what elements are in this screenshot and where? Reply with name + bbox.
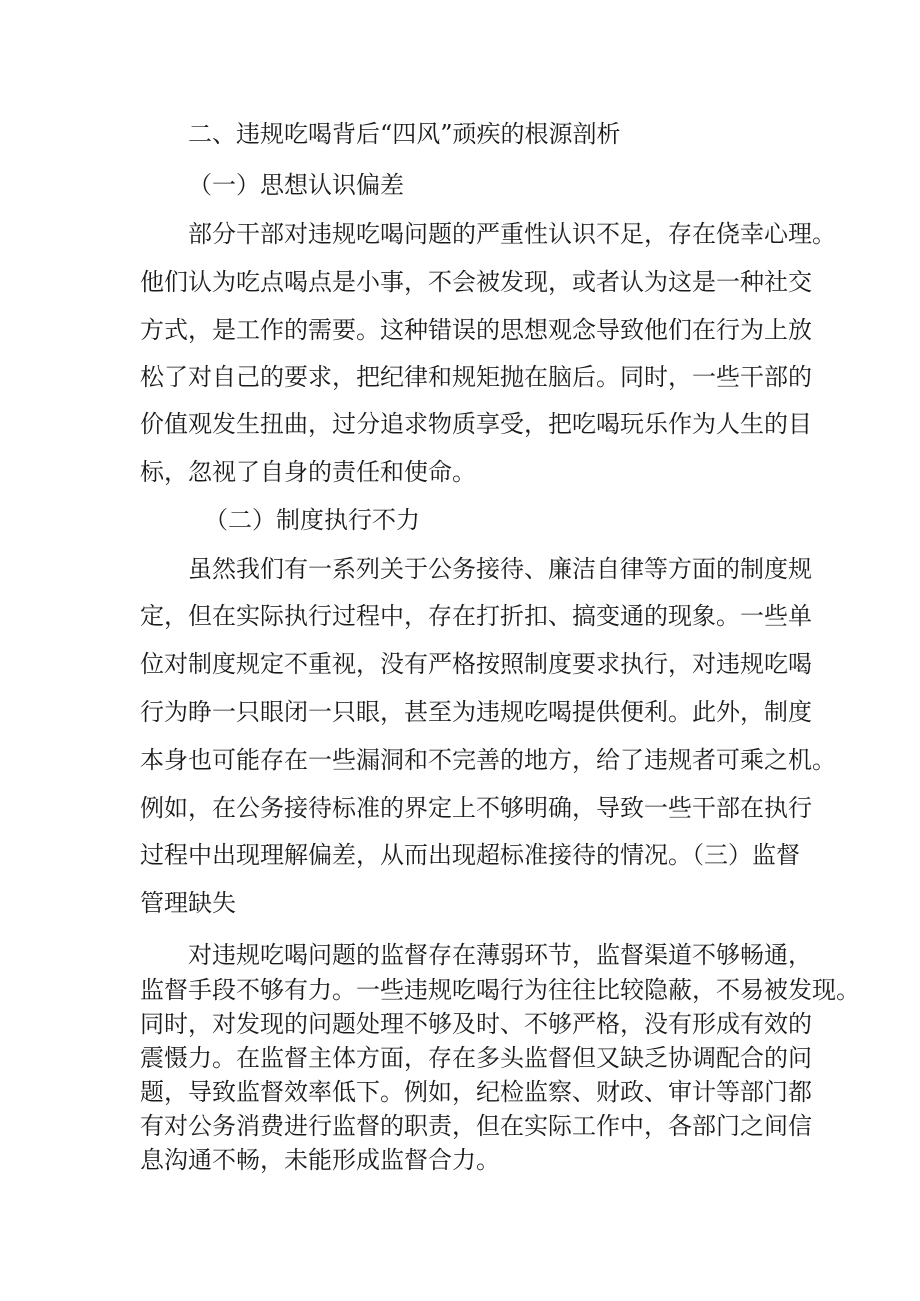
section-heading: 二、违规吃喝背后“四风”顽疾的根源剖析 [188, 120, 621, 148]
paragraph-line: 行为睁一只眼闭一只眼，甚至为违规吃喝提供便利。此外，制度 [140, 698, 812, 726]
paragraph-line: 例如，在公务接待标准的界定上不够明确，导致一些干部在执行 [140, 794, 812, 822]
paragraph-line: 监督手段不够有力。一些违规吃喝行为往往比较隐蔽，不易被发现。 [140, 976, 860, 1004]
paragraph-line: 过程中出现理解偏差，从而出现超标准接待的情况。（三）监督 [140, 841, 800, 869]
subsection-heading-1: （一）思想认识偏差 [188, 171, 404, 199]
paragraph-line: 对违规吃喝问题的监督存在薄弱环节，监督渠道不够畅通， [188, 941, 812, 969]
paragraph-line: 息沟通不畅，未能形成监督合力。 [140, 1146, 500, 1174]
paragraph-line: 虽然我们有一系列关于公务接待、廉洁自律等方面的制度规 [188, 555, 812, 583]
paragraph-line: 震慑力。在监督主体方面，存在多头监督但又缺乏协调配合的问 [140, 1044, 812, 1072]
paragraph-line: 管理缺失 [140, 889, 236, 917]
subsection-heading-2: （二）制度执行不力 [204, 506, 420, 534]
paragraph-line: 有对公务消费进行监督的职责，但在实际工作中，各部门之间信 [140, 1112, 812, 1140]
paragraph-line: 松了对自己的要求，把纪律和规矩抛在脑后。同时，一些干部的 [140, 363, 812, 391]
paragraph-line: 价值观发生扭曲，过分追求物质享受，把吃喝玩乐作为人生的目 [140, 410, 812, 438]
paragraph-line: 定，但在实际执行过程中，存在打折扣、搞变通的现象。一些单 [140, 602, 812, 630]
paragraph-line: 部分干部对违规吃喝问题的严重性认识不足，存在侥幸心理。 [188, 220, 836, 248]
paragraph-line: 同时，对发现的问题处理不够及时、不够严格，没有形成有效的 [140, 1010, 812, 1038]
paragraph-line: 方式，是工作的需要。这种错误的思想观念导致他们在行为上放 [140, 316, 812, 344]
paragraph-line: 题，导致监督效率低下。例如，纪检监察、财政、审计等部门都 [140, 1078, 812, 1106]
paragraph-line: 他们认为吃点喝点是小事，不会被发现，或者认为这是一种社交 [140, 268, 812, 296]
paragraph-line: 标，忽视了自身的责任和使命。 [140, 458, 476, 486]
paragraph-line: 位对制度规定不重视，没有严格按照制度要求执行，对违规吃喝 [140, 650, 812, 678]
paragraph-line: 本身也可能存在一些漏洞和不完善的地方，给了违规者可乘之机。 [140, 746, 836, 774]
